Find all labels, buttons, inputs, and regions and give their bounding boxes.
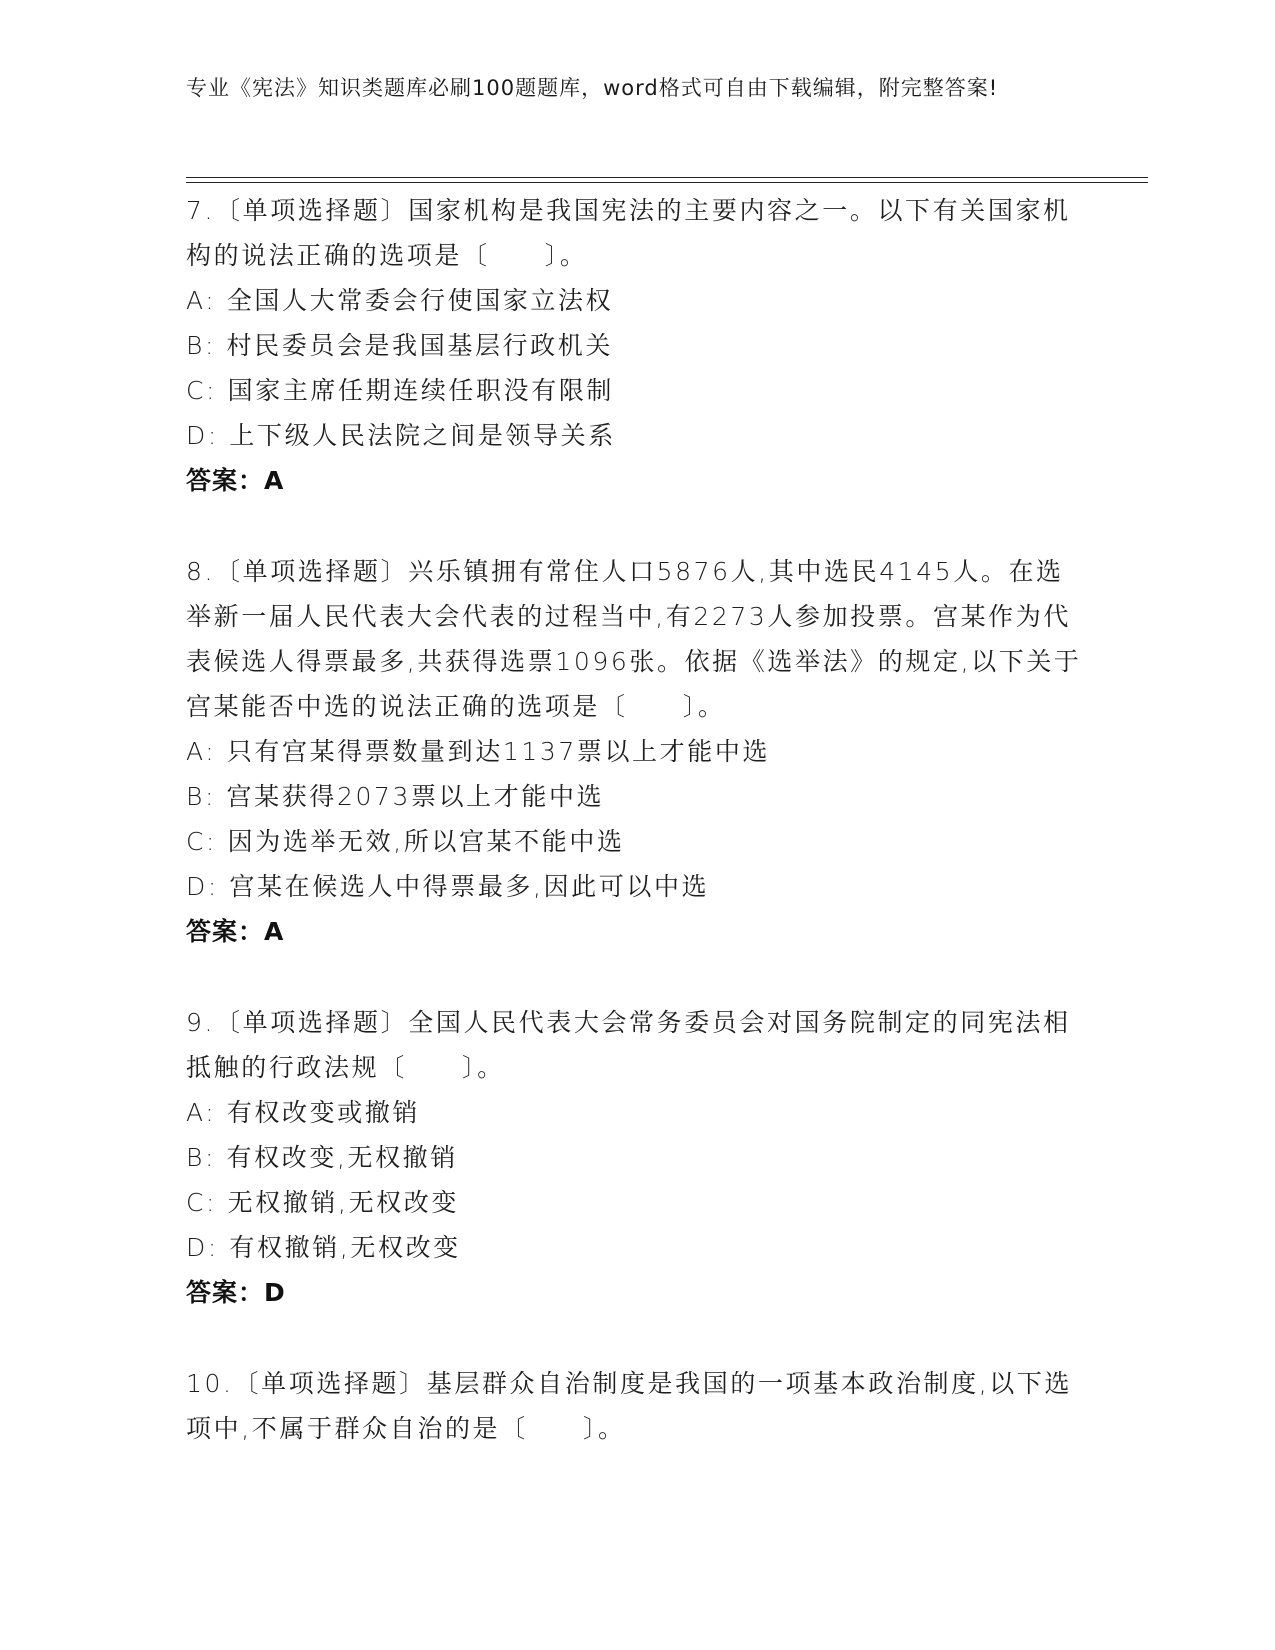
- question-list: [186, 188, 1086, 1451]
- document-header: 专业《宪法》知识类题库必刷100题题库，word格式可自由下载编辑，附完整答案!: [186, 76, 999, 100]
- option-b: B: 有权改变,无权撤销: [186, 1143, 458, 1172]
- question-7: [186, 188, 1086, 503]
- option-c: C: 因为选举无效,所以宫某不能中选: [186, 827, 625, 856]
- question-stem: 7.〔单项选择题〕国家机构是我国宪法的主要内容之一。以下有关国家机构的说法正确的选项是〔 〕。: [186, 196, 1071, 270]
- option-c: C: 无权撤销,无权改变: [186, 1188, 459, 1217]
- option-b: B: 村民委员会是我国基层行政机关: [186, 331, 613, 360]
- question-spacer: [186, 954, 1086, 1000]
- question-9: [186, 1000, 1086, 1315]
- option-d: D: 有权撤销,无权改变: [186, 1233, 461, 1262]
- option-a: A: 有权改变或撤销: [186, 1098, 421, 1127]
- answer: 答案：A: [186, 917, 285, 946]
- question-spacer: [186, 503, 1086, 549]
- question-spacer: [186, 1315, 1086, 1361]
- option-b: B: 宫某获得2073票以上才能中选: [186, 782, 605, 811]
- question-stem: 8.〔单项选择题〕兴乐镇拥有常住人口5876人,其中选民4145人。在选举新一届人民代表大会代表的过程当中,有2273人参加投票。宫某作为代表候选人得票最多,共获得选票1096张。依据《选举法》的规定,以下关于宫某能否中选的说法正确的选项是〔 〕。: [186, 557, 1082, 721]
- option-d: D: 上下级人民法院之间是领导关系: [186, 421, 616, 450]
- question-8: [186, 549, 1086, 954]
- header-divider-top: [186, 177, 1148, 178]
- question-10: [186, 1361, 1086, 1451]
- option-d: D: 宫某在候选人中得票最多,因此可以中选: [186, 872, 710, 901]
- answer: 答案：A: [186, 466, 285, 495]
- question-stem: 9.〔单项选择题〕全国人民代表大会常务委员会对国务院制定的同宪法相抵触的行政法规〔 〕。: [186, 1008, 1071, 1082]
- header-divider-bottom: [186, 182, 1148, 183]
- question-stem: 10.〔单项选择题〕基层群众自治制度是我国的一项基本政治制度,以下选项中,不属于群众自治的是〔 〕。: [186, 1369, 1073, 1443]
- option-c: C: 国家主席任期连续任职没有限制: [186, 376, 615, 405]
- option-a: A: 只有宫某得票数量到达1137票以上才能中选: [186, 737, 771, 766]
- answer: 答案：D: [186, 1278, 286, 1307]
- option-a: A: 全国人大常委会行使国家立法权: [186, 286, 614, 315]
